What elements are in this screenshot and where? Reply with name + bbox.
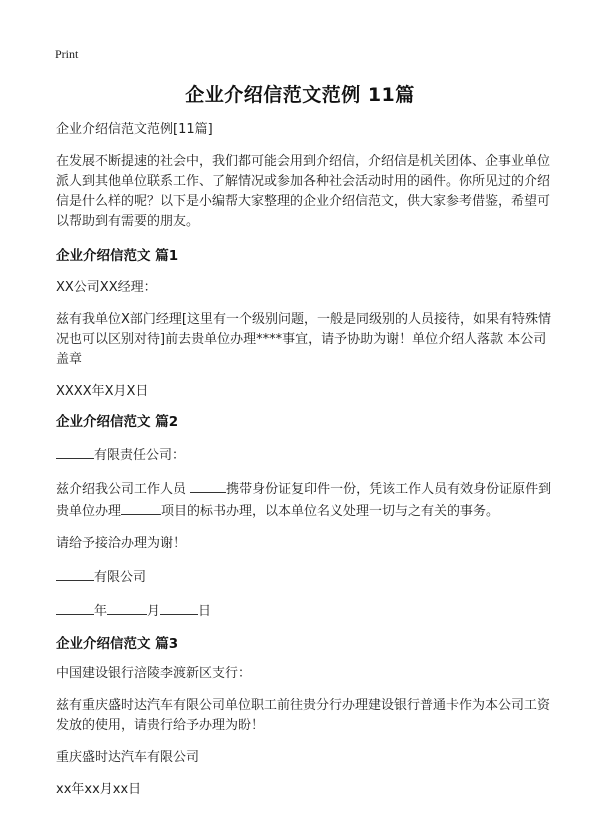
blank-year (56, 600, 94, 615)
blank-project-name (121, 500, 161, 515)
blank-month (107, 600, 147, 615)
section-2-thanks: 请给予接洽办理为谢！ (56, 536, 187, 551)
section-1-body: 兹有我单位X部门经理[这里有一个级别问题，一般是同级别的人员接待，如果有特殊情况也可以区别对待]前去贵单位办理****事宜，请予协助为谢！单位介绍人落款 本公司盖章 (56, 312, 551, 367)
document-title: 企业介绍信范文范例 11篇 (185, 84, 415, 106)
section-3-body: 兹有重庆盛时达汽车有限公司单位职工前往贵分行办理建设银行普通卡作为本公司工资发放的使用，请贵行给予办理为盼！ (56, 698, 551, 733)
print-label: Print (55, 47, 79, 61)
blank-company-name (56, 444, 94, 459)
section-2-date: 年 月 日 (56, 600, 556, 622)
section-2-signature: 有限公司 (56, 566, 556, 588)
section-2-greeting: 有限责任公司： (56, 444, 556, 466)
section-3-signature: 重庆盛时达汽车有限公司 (56, 750, 200, 765)
section-2-heading: 企业介绍信范文 篇2 (56, 414, 179, 430)
section-1-greeting: XX公司XX经理： (56, 280, 157, 295)
document-body (56, 120, 556, 800)
blank-signature-company (56, 566, 94, 581)
blank-employee-name (190, 478, 226, 493)
section-3-date: xx年xx月xx日 (56, 782, 142, 797)
section-2-body: 兹介绍我公司工作人员 携带身份证复印件一份，凭该工作人员有效身份证原件到贵单位办理 项目的标书办理，以本单位名义处理一切与之有关的事务。 (56, 478, 556, 522)
section-3-heading: 企业介绍信范文 篇3 (56, 636, 179, 652)
section-1-date: XXXX年X月X日 (56, 384, 149, 399)
intro-paragraph: 在发展不断提速的社会中，我们都可能会用到介绍信，介绍信是机关团体、企事业单位派人到其他单位联系工作、了解情况或参加各种社会活动时用的函件。你所见过的介绍信是什么样的呢？以下是小编帮大家整理的企业介绍信范文，供大家参考借鉴，希望可以帮助到有需要的朋友。 (56, 154, 551, 229)
section-1-heading: 企业介绍信范文 篇1 (56, 248, 179, 264)
subtitle: 企业介绍信范文范例[11篇] (56, 122, 213, 137)
section-3-greeting: 中国建设银行涪陵李渡新区支行： (56, 666, 252, 681)
blank-day (160, 600, 198, 615)
